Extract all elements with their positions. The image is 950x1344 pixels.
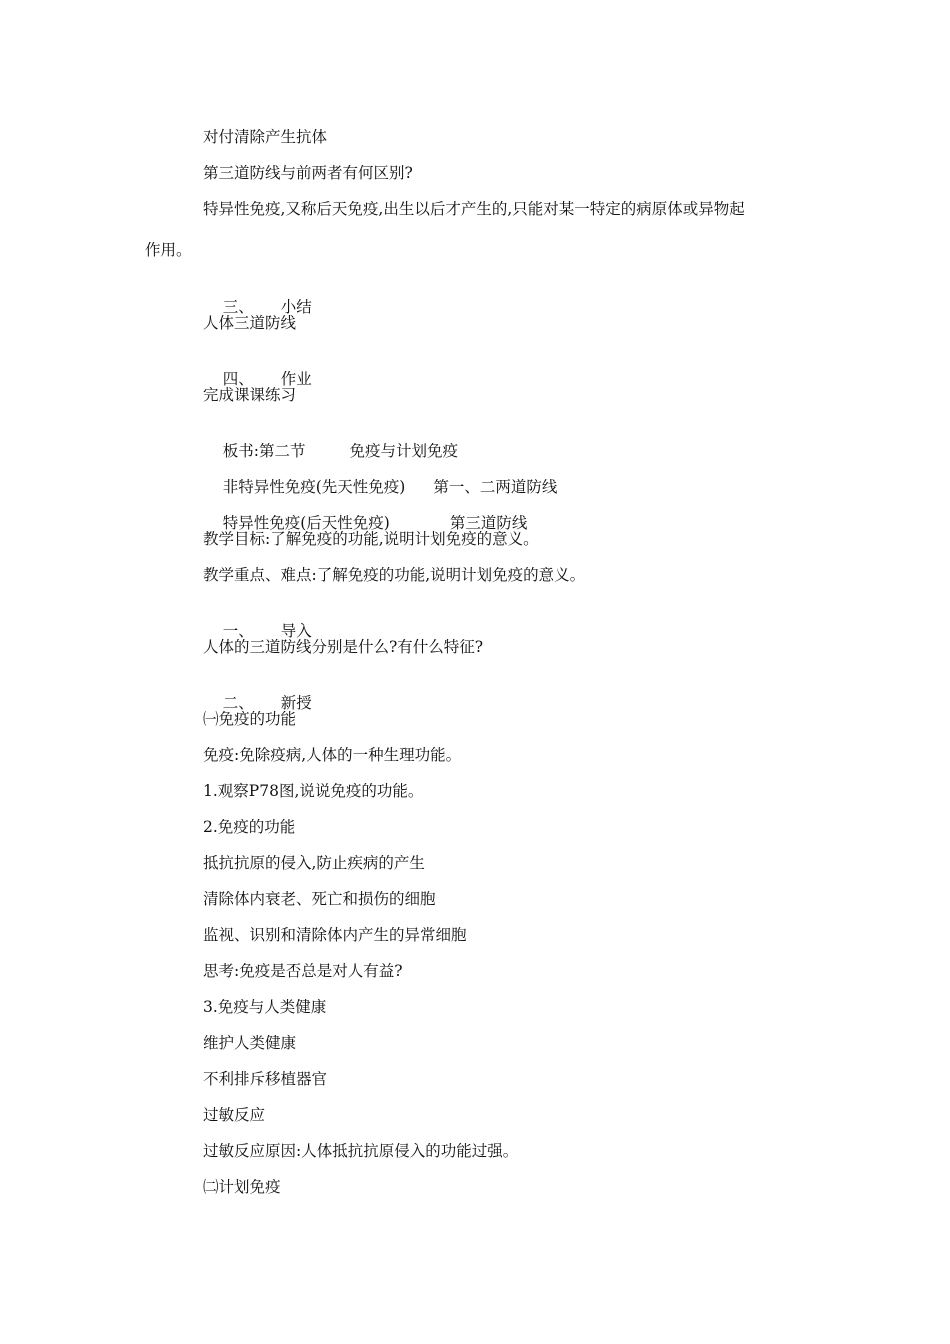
text-line: 人体的三道防线分别是什么?有什么特征? (203, 638, 484, 656)
text-line: 过敏反应原因:人体抵抗抗原侵入的功能过强。 (203, 1142, 519, 1160)
text-line: 特异性免疫,又称后天免疫,出生以后才产生的,只能对某一特定的病原体或异物起 (203, 200, 745, 218)
board-note: 第三道防线 (449, 514, 528, 532)
text-line: 维护人类健康 (203, 1034, 297, 1052)
text-line: 监视、识别和清除体内产生的异常细胞 (203, 926, 467, 944)
text-line: 第三道防线与前两者有何区别? (203, 164, 413, 182)
section-title: 新授 (280, 694, 312, 712)
board-term: 特异性免疫(后天性免疫) (222, 514, 390, 532)
board-term: 非特异性免疫(先天性免疫) (222, 478, 406, 496)
text-line: 1.观察P78图,说说免疫的功能。 (203, 782, 424, 800)
text-line: 人体三道防线 (203, 314, 297, 332)
section-title: 导入 (280, 622, 312, 640)
section-title: 小结 (280, 298, 312, 316)
section-number: 一、 (222, 622, 254, 640)
board-label: 板书:第二节 (222, 442, 306, 460)
text-line: 2.免疫的功能 (203, 818, 296, 836)
text-line: 清除体内衰老、死亡和损伤的细胞 (203, 890, 436, 908)
text-line: 完成课课练习 (203, 386, 297, 404)
text-line: 不利排斥移植器官 (203, 1070, 328, 1088)
text-line: 作用。 (145, 241, 192, 259)
section-number: 二、 (222, 694, 254, 712)
text-line: 教学目标:了解免疫的功能,说明计划免疫的意义。 (203, 530, 539, 548)
text-line: ㈠免疫的功能 (203, 710, 297, 728)
text-line: 免疫:免除疫病,人体的一种生理功能。 (203, 746, 462, 764)
section-title: 作业 (280, 370, 312, 388)
text-line: 3.免疫与人类健康 (203, 998, 327, 1016)
text-line: 思考:免疫是否总是对人有益? (203, 962, 403, 980)
section-number: 四、 (222, 370, 254, 388)
board-note: 第一、二两道防线 (433, 478, 558, 496)
text-line: 抵抗抗原的侵入,防止疾病的产生 (203, 854, 425, 872)
text-line: 对付清除产生抗体 (203, 128, 328, 146)
text-line: ㈡计划免疫 (203, 1178, 281, 1196)
text-line: 教学重点、难点:了解免疫的功能,说明计划免疫的意义。 (203, 566, 586, 584)
board-topic: 免疫与计划免疫 (349, 442, 458, 460)
section-number: 三、 (222, 298, 254, 316)
text-line: 过敏反应 (203, 1106, 266, 1124)
